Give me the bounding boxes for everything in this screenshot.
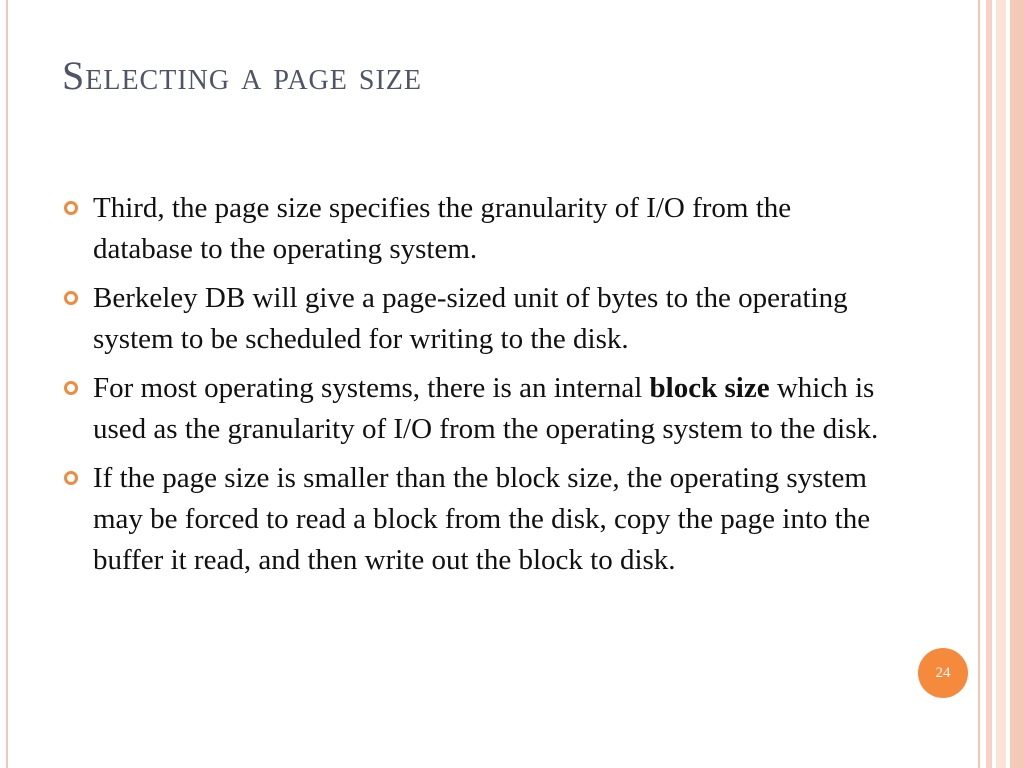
bullet-text: Berkeley DB will give a page-sized unit of bytes to the operating system to be scheduled for writing to the disk.	[93, 282, 848, 355]
bullet-list	[62, 188, 892, 589]
bullet-item	[62, 458, 892, 581]
right-decorative-stripe	[978, 0, 980, 768]
right-decorative-stripe	[986, 0, 992, 768]
left-border-line	[6, 0, 8, 768]
bullet-text: Third, the page size specifies the granularity of I/O from the database to the operating system.	[93, 192, 792, 265]
bullet-circle-icon	[64, 471, 78, 485]
bullet-circle-icon	[64, 291, 78, 305]
bullet-bold-term: block size	[649, 372, 770, 404]
bullet-circle-icon	[64, 381, 78, 395]
right-decorative-stripe	[1010, 0, 1024, 768]
bullet-text: If the page size is smaller than the block size, the operating system may be forced to read a block from the disk, copy the page into the buffer it read, and then write out the block to disk.	[93, 462, 871, 576]
bullet-text-after: which is used as the granularity of I/O from the operating system to the disk.	[93, 372, 879, 445]
bullet-item	[62, 368, 892, 450]
bullet-text-before: For most operating systems, there is an internal	[93, 372, 650, 404]
bullet-circle-icon	[64, 201, 78, 215]
right-decorative-stripe	[996, 0, 1006, 768]
bullet-item	[62, 278, 892, 360]
slide-title: Selecting a page size	[62, 53, 422, 98]
page-number-badge: 24	[918, 648, 968, 698]
bullet-item	[62, 188, 892, 270]
